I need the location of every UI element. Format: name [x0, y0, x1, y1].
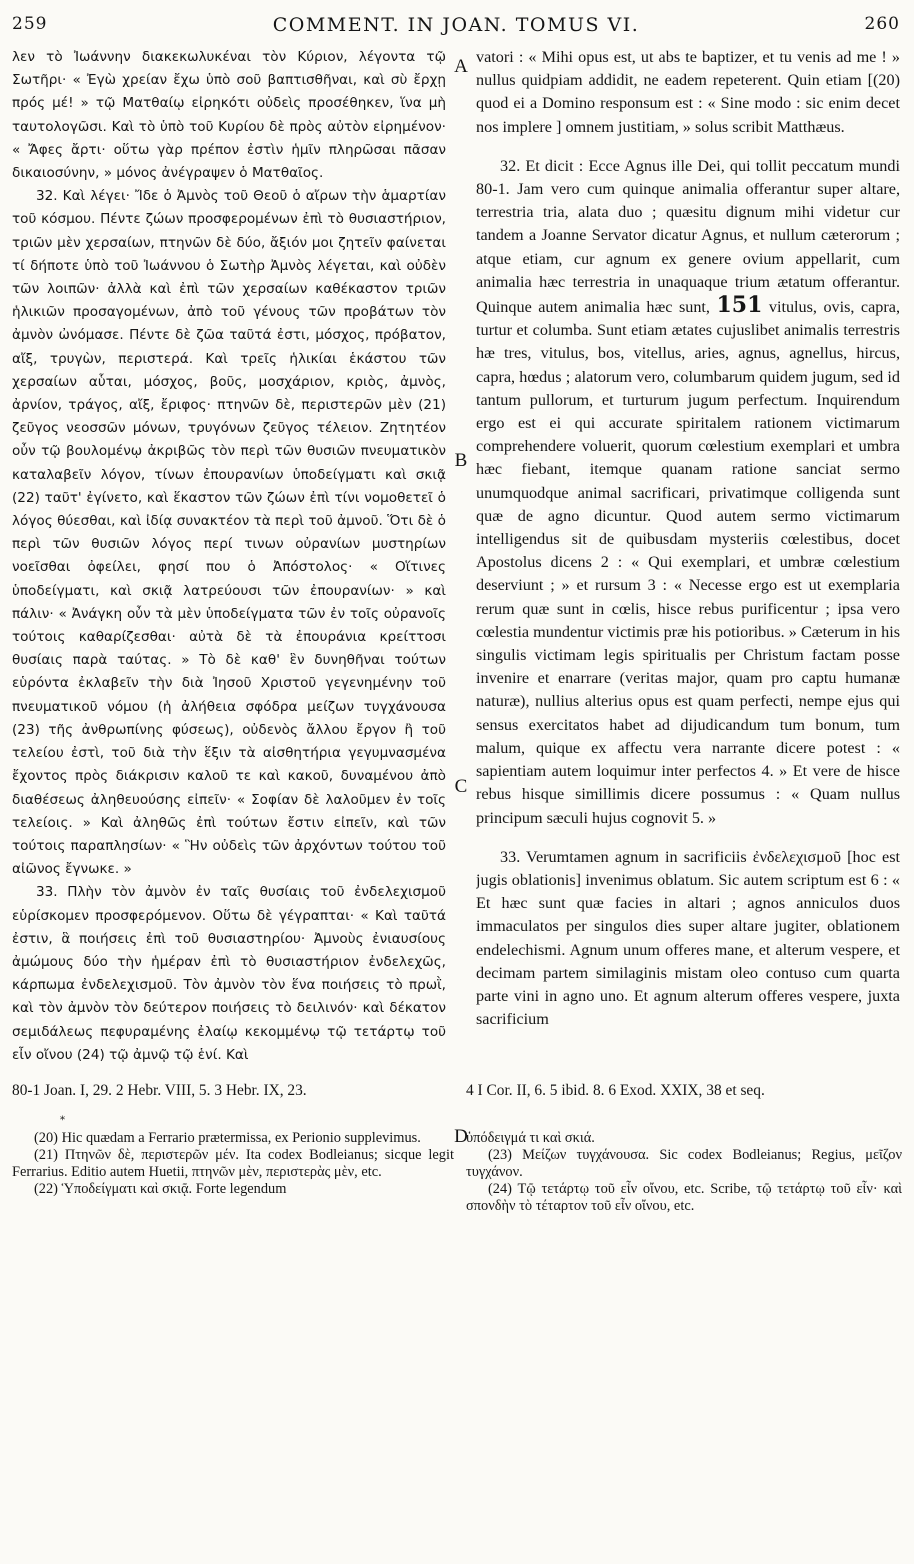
column-number: 151: [716, 292, 763, 319]
margin-mark-c: C: [454, 776, 468, 797]
footnote: (22) Ὑποδείγματι καὶ σκιᾷ. Forte legendum: [34, 1181, 287, 1197]
footnote: (24) Τῷ τετάρτῳ τοῦ εἶν οἴνου, etc. Scribe, τῷ τετάρτῳ τοῦ εἶν· καὶ σπονδὴν τὸ τέταρτον τοῦ εἶν οἴνου, etc.: [466, 1181, 902, 1214]
latin-column: [476, 46, 900, 1068]
running-title: COMMENT. IN JOAN. TOMUS VI.: [272, 14, 640, 36]
margin-mark-d: D: [454, 1126, 468, 1147]
greek-paragraph: 33. Πλὴν τὸν ἀμνὸν ἐν ταῖς θυσίαις τοῦ ἐνδελεχισμοῦ εὑρίσκομεν προσφερόμενον. Οὕτω δὲ γέγραπται· « Καὶ ταῦτά ἐστιν, ἃ ποιήσεις ἐπὶ τοῦ θυσιαστηρίου· Ἀμνοὺς ἐνιαυσίους ἀμώμους δύο τὴν ἡμέραν ἐπὶ τὸ θυσιαστήριον ἐνδελεχῶς, κάρπωμα ἐνδελεχισμοῦ. Τὸν ἀμνὸν τὸν ἕνα ποιήσεις τὸ πρωῒ, καὶ τὸν ἀμνὸν τὸν δεύτερον ποιήσεις τὸ δειλινόν· καὶ δέκατον σεμιδάλεως πεφυραμένης ἐλαίῳ κεκομμένῳ τῷ τετάρτῳ τοῦ εἶν οἴνου (24) τῷ ἀμνῷ τῷ ἑνί. Καὶ: [12, 884, 446, 1063]
margin-mark-a: A: [454, 56, 468, 77]
footnote: (20) Hic quædam a Ferrario prætermissa, ex Perionio supplevimus.: [34, 1130, 421, 1146]
latin-paragraph: [476, 155, 900, 830]
scripture-refs-right: 4 I Cor. II, 6. 5 ibid. 8. 6 Exod. XXIX, 38 et seq.: [466, 1082, 765, 1099]
note-star: *: [60, 1115, 65, 1126]
page-number-left: 259: [12, 14, 48, 34]
footnote: (21) Πτηνῶν δὲ, περιστερῶν μέν. Ita codex Bodleianus; sicque legit Ferrarius. Editio autem Huetii, πτηνῶν μὲν, περιστερὰς μὲν, etc.: [12, 1147, 454, 1180]
latin-paragraph-part: vitulus, ovis, capra, turtur et columba. Sunt etiam ætates cujuslibet animalis terrestris hæ tres, vitulus, bos, vitellus, aries, agnus, agnellus, hircus, capra, hœdus ; alatorum vero, columbarum quidem jugum, sed id tantum pullorum, et turturum jugum perfectum. Inquirendum ergo est ei qui accurate spiritalem rationem victimarum comprehendere voluerit, quorum cœlestium exemplari et umbra hæc fiebant, itemque quanam ratione sanciat sermo unumquodque animal sacrificari, privatimque colligenda sunt quæ de agno dicuntur. Quod autem sermo victimarum intelligendus sit de quibusdam mysteriis cœlestibus, docet Apostolus dicens 2 : « Qui exemplari, et umbræ cœlestium deserviunt ; » et rursum 3 : « Necesse ergo est ut exemplaria rerum quæ sunt in cœlis, hisce rebus purificentur ; ipsa vero cœlestia mundentur victimis præ his potioribus. » Cæterum in his singulis victimam legis spiritualis per Christum factam posse invenire et enarrare (veritas major, quam pro captu humanæ naturæ), nullius alterius opus est quam perfecti, nempe ejus qui sensus exercitatos habet ad dijudicandum tum bonum, tum malum, quique ex affectu vera narrante dicere potest : « sapientiam autem loquimur inter perfectos 4. » Et vere de hisce rebus hisque simillimis dicere possumus : « Quam nullus principum sæculi hujus cognovit 5. »: [476, 298, 900, 827]
footnote: (23) Μείζων τυγχάνουσα. Sic codex Bodleianus; Regius, μεῖζον τυγχάνον.: [466, 1147, 902, 1180]
footnote: ὑπόδειγμά τι καὶ σκιά.: [466, 1130, 595, 1146]
footnotes-left: [12, 1130, 454, 1198]
greek-paragraph: λεν τὸ Ἰωάννην διακεκωλυκέναι τὸν Κύριον, λέγοντα τῷ Σωτῆρι· « Ἐγὼ χρείαν ἔχω ὑπὸ σοῦ βαπτισθῆναι, καὶ σὺ ἔρχῃ πρός μέ! » τῷ Ματθαίῳ εἰρηκότι οὐδεὶς προσέθηκεν, ἵνα μὴ ταυτολογῶσι. Καὶ τὸ ὑπὸ τοῦ Κυρίου δὲ πρὸς αὐτὸν εἰρημένον· « Ἄφες ἄρτι· οὕτω γὰρ πρέπον ἐστὶν ἡμῖν πληρῶσαι πᾶσαν δικαιοσύνην, » μόνος ἀνέγραψεν ὁ Ματθαῖος.: [12, 49, 446, 182]
latin-paragraph: 33. Verumtamen agnum in sacrificiis ἐνδελεχισμοῦ [hoc est jugis oblationis] invenimus oblatum. Sic autem scriptum est 6 : « Et hæc sunt quæ facies in altari ; agnos anniculos duos immaculatos per singulos dies super altare jugiter, oblationem endelechismi. Agnum unum offeres mane, et alterum vespere, et decimam partem similaginis mistam oleo contuso cum quarta parte vini in agno uno. Et agnum alterum offeres vespere, juxta sacrificium: [476, 847, 900, 1029]
greek-column: [12, 46, 446, 1068]
scripture-refs-left: 80-1 Joan. I, 29. 2 Hebr. VIII, 5. 3 Hebr. IX, 23.: [12, 1082, 307, 1099]
page-header: [12, 6, 900, 40]
footnotes-right: [466, 1130, 902, 1215]
latin-paragraph: vatori : « Mihi opus est, ut abs te baptizer, et tu venis ad me ! » nullus quidpiam addidit, ne eadem repeterent. Quin etiam [(20) quod ei a Domino responsum est : « Sine modo : sic enim decet nos implere ] omnem justitiam, » solus scribit Matthæus.: [476, 48, 900, 136]
page-number-right: 260: [864, 14, 900, 34]
greek-paragraph: 32. Καὶ λέγει· Ἴδε ὁ Ἀμνὸς τοῦ Θεοῦ ὁ αἴρων τὴν ἁμαρτίαν τοῦ κόσμου. Πέντε ζώων προσφερομένων ἐπὶ τὸ θυσιαστήριον, τριῶν μὲν χερσαίων, πτηνῶν δὲ δύο, ἄξιόν μοι ζητεῖν φαίνεται τί δήποτε ὑπὸ τοῦ Ἰωάννου ὁ Σωτὴρ Ἀμνὸς λέγεται, καὶ οὐδὲν τῶν λοιπῶν· ἀλλὰ καὶ ἐπὶ τῶν χερσαίων καθέκαστον τριῶν ἡλικιῶν προσαγομένων, ἀπὸ τοῦ γένους τῶν προβάτων τὸν ἀμνὸν ὠνόμασε. Πέντε δὲ ζῶα ταῦτά ἐστι, μόσχος, πρόβατον, αἴξ, τρυγὼν, περιστερά. Καὶ τρεῖς ἡλικίαι ἑκάστου τῶν χερσαίων αὗται, μόσχος, βοῦς, μοσχάριον, κριὸς, ἀμνὸς, ἀρνίον, τράγος, αἴξ, ἔριφος· πτηνῶν δὲ, περιστερῶν μὲν (21) ζεῦγος νεοσσῶν μόνων, τρυγόνων ζεῦγος τέλειον. Ζητητέον οὖν τῷ βουλομένῳ ἀκριβῶς τὸν περὶ τῶν θυσιῶν πνευματικὸν καταλαβεῖν λόγον, τίνων ἐπουρανίων ὑποδείγματι καὶ σκιᾷ (22) ταῦτ' ἐγίνετο, καὶ ἕκαστον τῶν ζώων ἐπὶ τίνι νομοθετεῖ ὁ λόγος θύεσθαι, καὶ ἰδίᾳ συνακτέον τὰ περὶ τοῦ ἀμνοῦ. Ὅτι δὲ ὁ περὶ τῶν θυσιῶν λόγος περί τινων οὐρανίων μυστηρίων νοεῖσθαι ὀφείλει, φησί που ὁ Ἀπόστολος· « Οἵτινες ὑποδείγματι, καὶ σκιᾷ λατρεύουσι τῶν ἐπουρανίων· » καὶ πάλιν· « Ἀνάγκη οὖν τὰ μὲν ὑποδείγματα τῶν ἐν τοῖς οὐρανοῖς τούτοις καθαρίζεσθαι· αὐτὰ δὲ τὰ ἐπουράνια κρείττοσι θυσίαις παρὰ ταύτας. » Τὸ δὲ καθ' ἓν δυνηθῆναι τούτων εὑρόντα ἐκλαβεῖν τὴν διὰ Ἰησοῦ Χριστοῦ γεγενημένην τοῦ πνευματικοῦ νόμου (ἡ ἀλήθεια σφόδρα μείζων τυγχάνουσα (23) τῆς ἀνθρωπίνης φύσεως), οὐδενὸς ἄλλου ἔργον ἢ τοῦ τελείου ἐστὶ, τοῦ διὰ τὴν ἕξιν τὰ αἰσθητήρια γεγυμνασμένα ἔχοντος πρὸς διάκρισιν καλοῦ τε καὶ κακοῦ, δυναμένου ἀπὸ διαθέσεως ἀληθευούσης εἰπεῖν· « Σοφίαν δὲ λαλοῦμεν ἐν τοῖς τελείοις. » Καὶ ἀληθῶς ἐπὶ τούτων ἔστιν εἰπεῖν, καὶ τῶν τούτοις παραπλησίων· « Ἣν οὐδεὶς τῶν ἀρχόντων τούτου τοῦ αἰῶνος ἔγνωκε. »: [12, 188, 446, 878]
latin-paragraph-part: 32. Et dicit : Ecce Agnus ille Dei, qui tollit peccatum mundi 80-1. Jam vero cum quinque animalia offerantur super altare, terrestria tria, alata duo ; quæsitu dignum mihi videtur cur tandem a Joanne Servator dicatur Agnus, et nullum cæterorum ; atque etiam, cur agnum ex genere ovium appellarit, cum animalia hæc terrestria in unaquaque trium ætatum offerantur. Quinque autem animalia hæc sunt,: [476, 156, 900, 317]
margin-mark-b: B: [454, 450, 468, 471]
